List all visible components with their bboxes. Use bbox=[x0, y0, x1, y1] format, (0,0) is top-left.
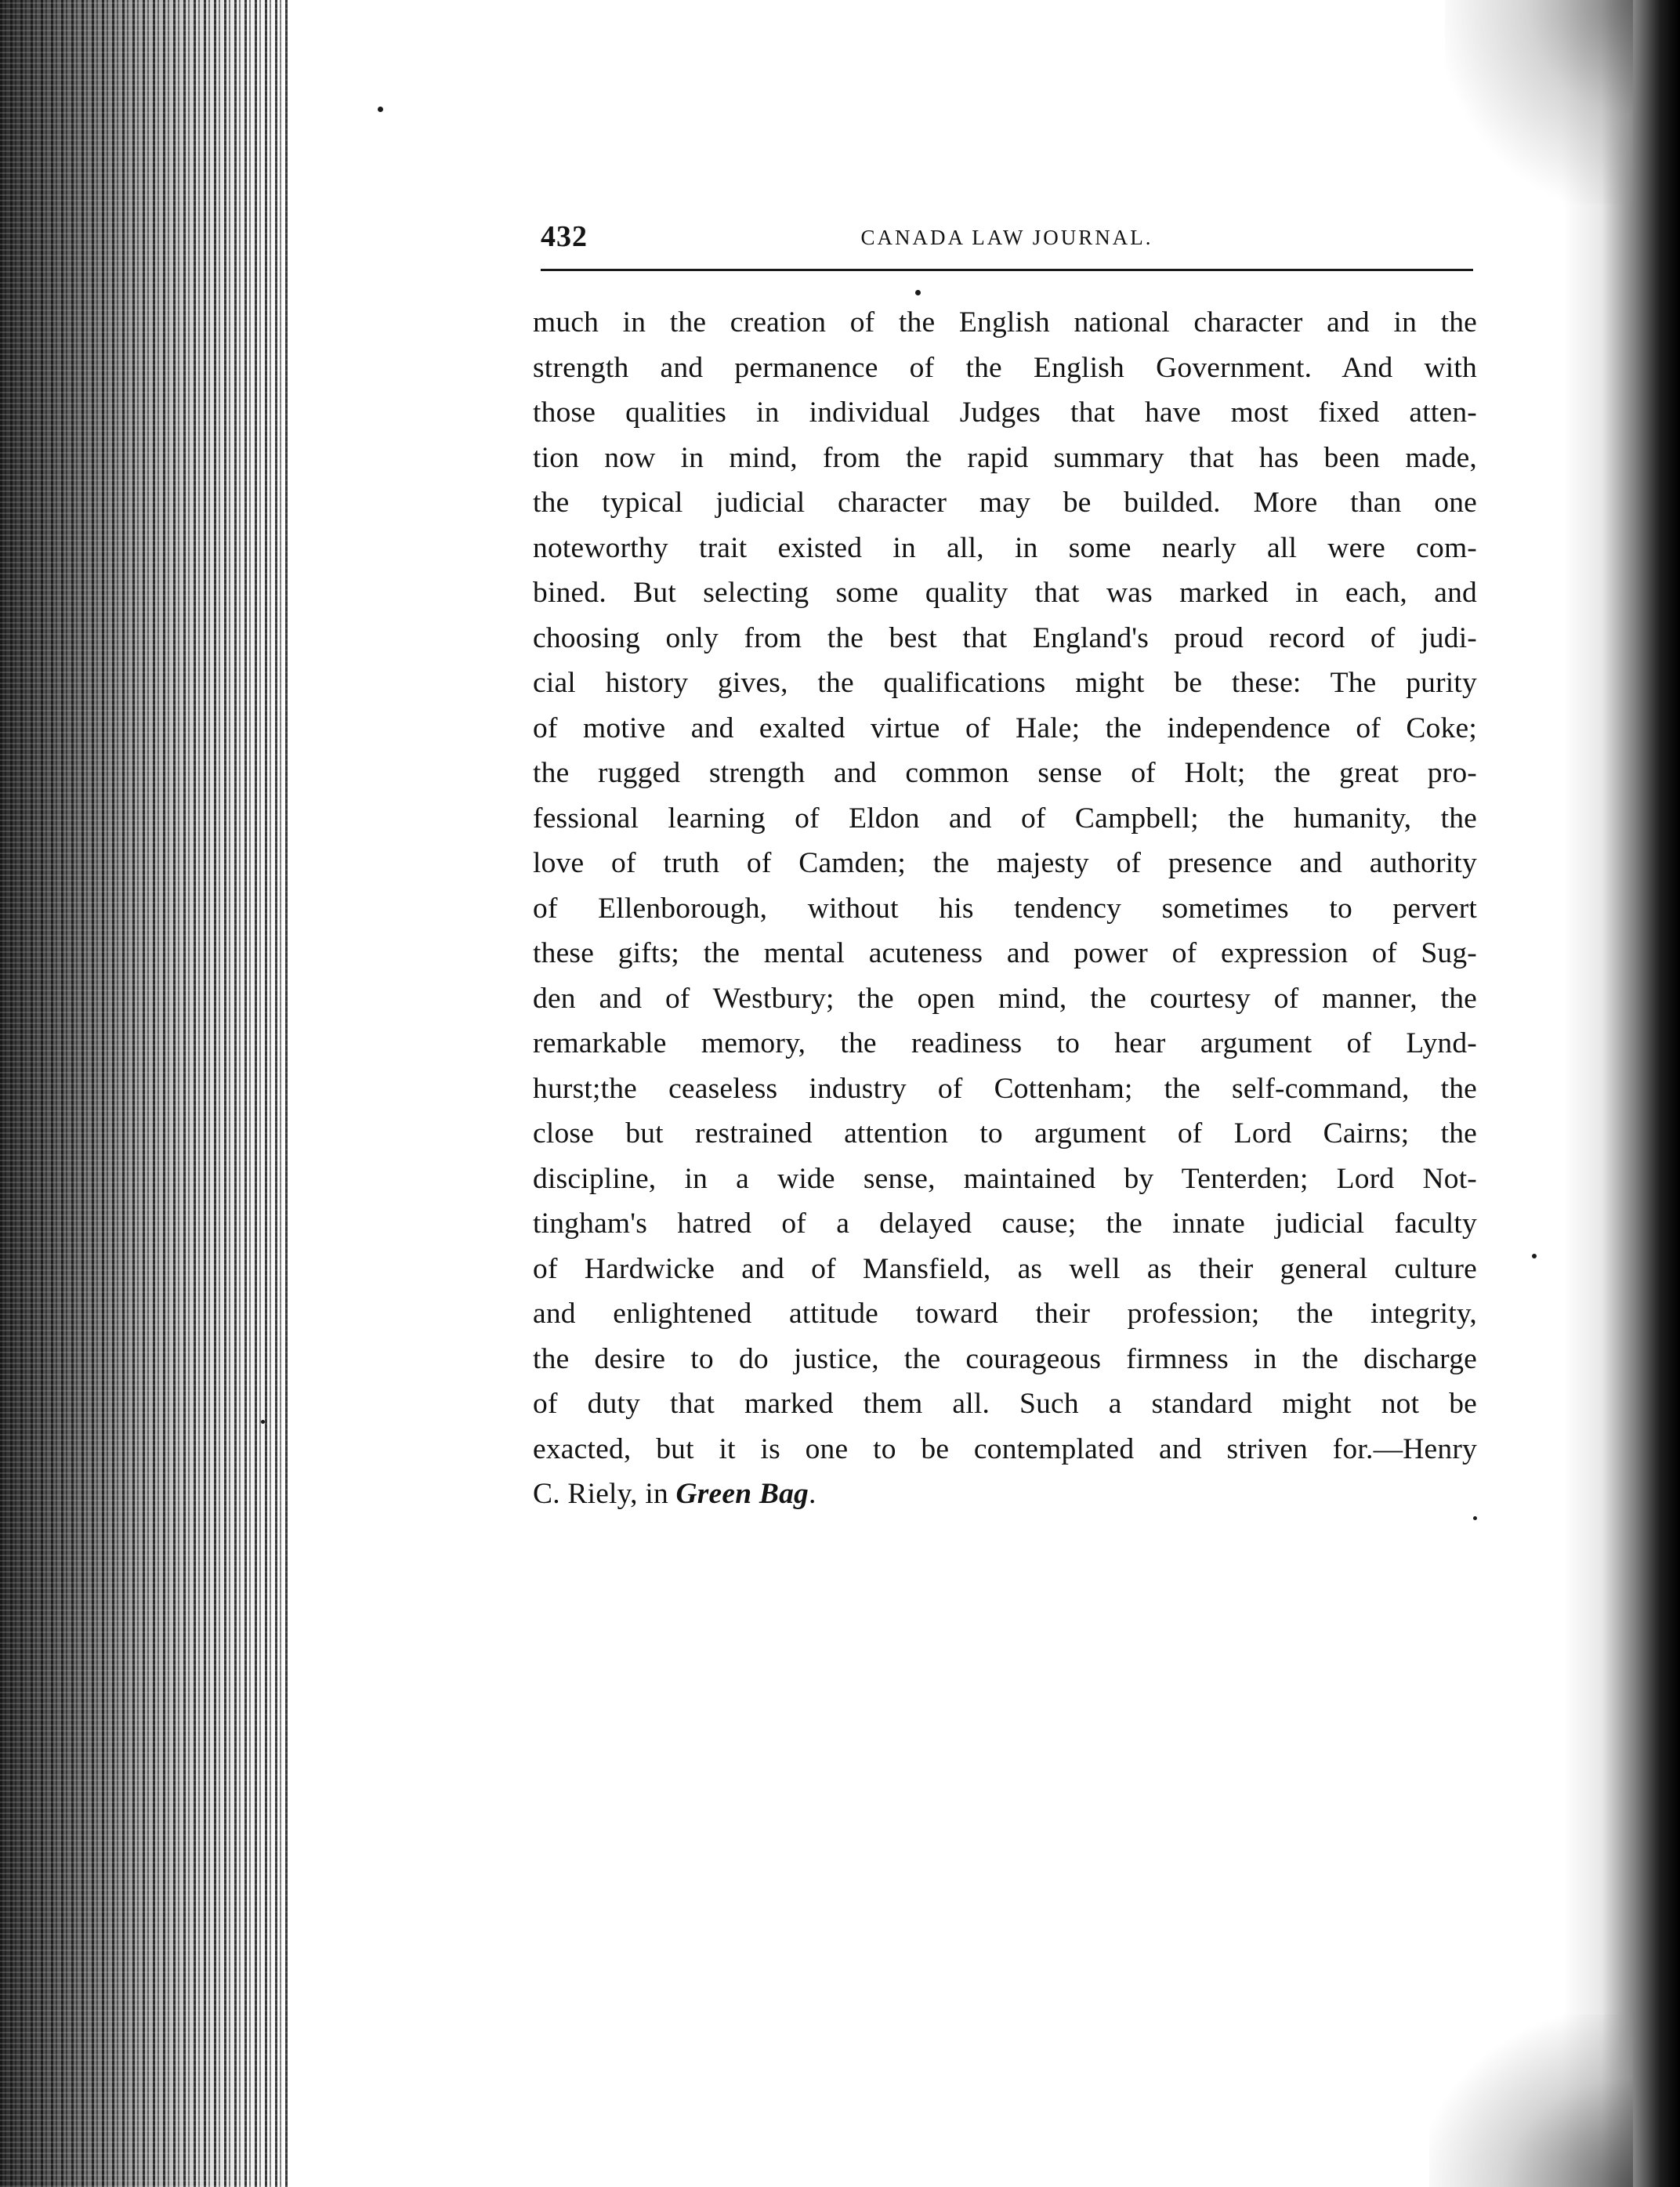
scan-speck bbox=[378, 107, 383, 112]
journal-title: CANADA LAW JOURNAL. bbox=[860, 226, 1153, 249]
running-head bbox=[541, 219, 1473, 263]
text-line: bined. But selecting some quality that was marked in each, and bbox=[533, 577, 1477, 609]
text-line: of Hardwicke and of Mansfield, as well as their general culture bbox=[533, 1252, 1477, 1285]
page-number: 432 bbox=[541, 220, 588, 253]
scan-speck bbox=[261, 1420, 265, 1424]
text-line: of duty that marked them all. Such a standard might not be bbox=[533, 1388, 1477, 1420]
text-line: remarkable memory, the readiness to hear argument of Lynd- bbox=[533, 1027, 1477, 1059]
text-line: noteworthy trait existed in all, in some nearly all were com- bbox=[533, 531, 1477, 564]
text-line: den and of Westbury; the open mind, the courtesy of manner, the bbox=[533, 982, 1477, 1015]
text-line: cial history gives, the qualifications might be these: The purity bbox=[533, 667, 1477, 699]
source-title: Green Bag bbox=[675, 1478, 809, 1510]
scan-corner-shadow-bottom bbox=[1429, 2015, 1633, 2187]
scan-speck bbox=[915, 290, 921, 295]
text-line: and enlightened attitude toward their profession; the integrity, bbox=[533, 1298, 1477, 1330]
binding-speckle-left bbox=[0, 0, 290, 2187]
binding-shadow-right bbox=[1562, 0, 1680, 2187]
text-line: strength and permanence of the English Government. And with bbox=[533, 351, 1477, 384]
text-line: choosing only from the best that England's proud record of judi- bbox=[533, 621, 1477, 654]
scan-corner-shadow-top bbox=[1445, 0, 1633, 204]
text-line: love of truth of Camden; the majesty of presence and authority bbox=[533, 847, 1477, 879]
text-line: fessional learning of Eldon and of Campbell; the humanity, the bbox=[533, 802, 1477, 835]
text-line: discipline, in a wide sense, maintained by Tenterden; Lord Not- bbox=[533, 1162, 1477, 1195]
text-line: these gifts; the mental acuteness and power of expression of Sug- bbox=[533, 937, 1477, 969]
text-line: exacted, but it is one to be contemplated and striven for.—Henry bbox=[533, 1432, 1477, 1465]
text-line: the typical judicial character may be builded. More than one bbox=[533, 487, 1477, 519]
text-line: tion now in mind, from the rapid summary that has been made, bbox=[533, 441, 1477, 474]
text-line: tingham's hatred of a delayed cause; the innate judicial faculty bbox=[533, 1208, 1477, 1240]
text-line: those qualities in individual Judges that have most fixed atten- bbox=[533, 396, 1477, 429]
attribution-line bbox=[533, 1472, 1477, 1517]
attribution-suffix: . bbox=[808, 1478, 816, 1510]
text-line: the desire to do justice, the courageous firmness in the discharge bbox=[533, 1342, 1477, 1375]
scan-speck bbox=[1532, 1254, 1537, 1258]
text-line: close but restrained attention to argument of Lord Cairns; the bbox=[533, 1117, 1477, 1150]
text-line: of Ellenborough, without his tendency sometimes to pervert bbox=[533, 892, 1477, 925]
body-paragraph bbox=[533, 300, 1477, 1517]
scan-speck bbox=[1473, 1516, 1477, 1520]
text-line: the rugged strength and common sense of Holt; the great pro- bbox=[533, 757, 1477, 789]
text-line: hurst;the ceaseless industry of Cottenham; the self-command, the bbox=[533, 1072, 1477, 1105]
attribution-prefix: C. Riely, in bbox=[533, 1478, 676, 1510]
text-line: of motive and exalted virtue of Hale; the independence of Coke; bbox=[533, 711, 1477, 744]
header-rule bbox=[541, 269, 1473, 271]
text-line: much in the creation of the English national character and in the bbox=[533, 306, 1477, 339]
